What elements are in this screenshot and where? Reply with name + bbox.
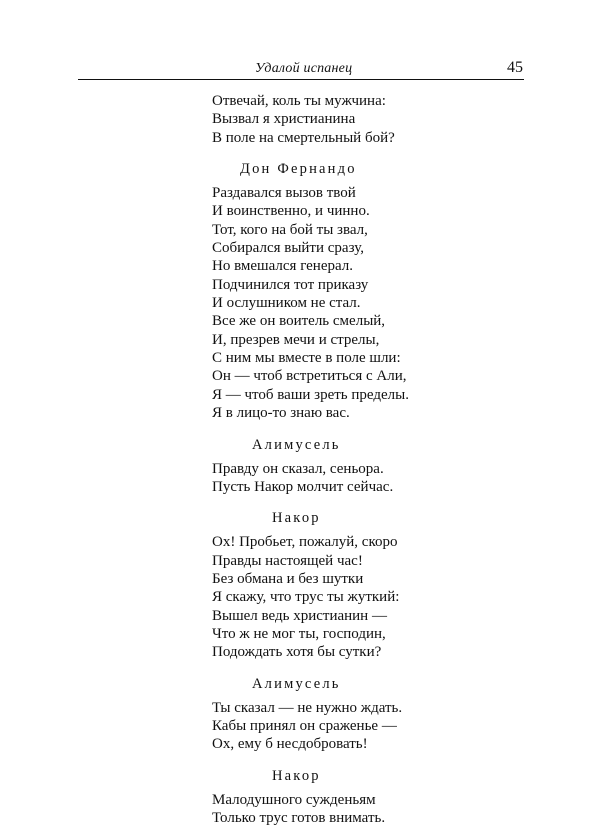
verse-line: Подождать хотя бы сутки?: [212, 644, 382, 661]
verse-line: Но вмешался генерал.: [212, 258, 354, 275]
page-number: 45: [507, 59, 523, 76]
verse-line: Собирался выйти сразу,: [212, 240, 364, 257]
verse-block: [212, 509, 542, 661]
verse-line: Пусть Накор молчит сейчас.: [212, 478, 394, 495]
verse-line: Вышел ведь христианин —: [212, 607, 387, 624]
speaker-name: Алимусель: [252, 436, 341, 453]
verse-line: Только трус готов внимать.: [212, 809, 386, 826]
verse-line: Вызвал я христианина: [212, 111, 356, 128]
verse-line: Ты сказал — не нужно ждать.: [212, 699, 403, 716]
verse-line: Ох! Пробьет, пожалуй, скоро: [212, 534, 398, 551]
speaker-name: Дон Фернандо: [240, 161, 357, 178]
verse-line: Раздавался вызов твой: [212, 185, 356, 202]
verse-line: С ним мы вместе в поле шли:: [212, 350, 401, 367]
verse-line: Подчинился тот приказу: [212, 276, 369, 293]
verse-line: И ослушником не стал.: [212, 295, 361, 312]
verse-line: Я — чтоб ваши зреть пределы.: [212, 386, 409, 403]
verse-line: Я скажу, что трус ты жуткий:: [212, 589, 400, 606]
speaker-name: Алимусель: [252, 675, 341, 692]
verse-line: Правду он сказал, сеньора.: [212, 460, 384, 477]
verse-line: И, презрев мечи и стрелы,: [212, 331, 380, 348]
running-title: Удалой испанец: [255, 61, 353, 76]
verse-line: Он — чтоб встретиться с Али,: [212, 368, 407, 385]
verse-line: Без обмана и без шутки: [212, 570, 364, 587]
verse-block: [212, 92, 542, 147]
verse-line: Отвечай, коль ты мужчина:: [212, 93, 386, 109]
verse-line: Правды настоящей час!: [212, 552, 363, 569]
speaker-name: Накор: [272, 510, 321, 527]
verse-line: Что ж не мог ты, господин,: [212, 625, 386, 642]
verse-line: Ох, ему б несдобровать!: [212, 736, 368, 753]
header-rule: [78, 79, 524, 80]
verse-block: [212, 160, 542, 422]
verse-line: Я в лицо-то знаю вас.: [212, 405, 350, 422]
verse-line: Тот, кого на бой ты звал,: [212, 221, 368, 238]
verse-text: [212, 92, 542, 827]
verse-block: [212, 675, 542, 754]
verse-line: В поле на смертельный бой?: [212, 129, 395, 146]
verse-line: Малодушного сужденьям: [212, 791, 376, 808]
verse-line: И воинственно, и чинно.: [212, 203, 370, 220]
verse-line: Все же он воитель смелый,: [212, 313, 386, 330]
verse-block: [212, 436, 542, 497]
verse-block: [212, 767, 542, 827]
verse-line: Кабы принял он сраженье —: [212, 717, 397, 734]
speaker-name: Накор: [272, 767, 321, 784]
